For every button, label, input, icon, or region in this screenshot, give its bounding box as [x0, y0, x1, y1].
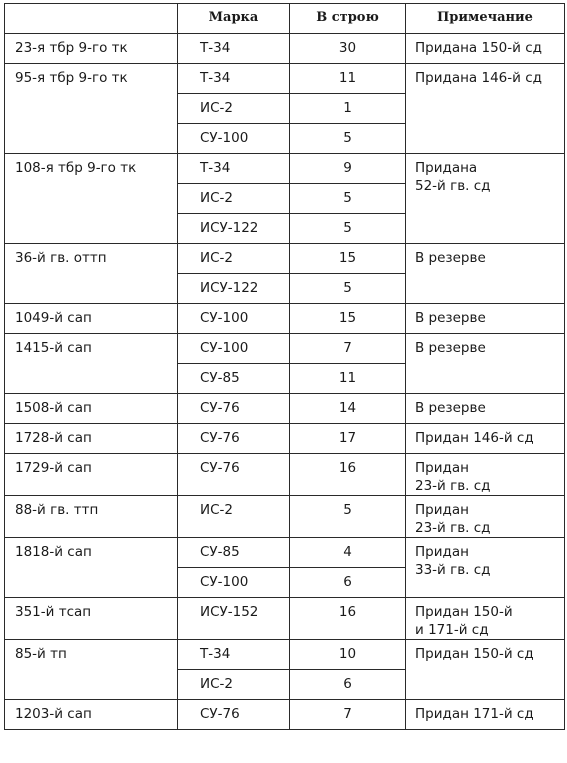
- mark-cell: Т-34: [178, 154, 290, 184]
- note-cell: [406, 538, 565, 598]
- note-line: В резерве: [415, 400, 486, 416]
- table-row: [5, 496, 565, 538]
- unit-cell: 1415-й сап: [5, 334, 178, 394]
- note-cell: [406, 454, 565, 496]
- note-line: Придан 150-й: [415, 604, 513, 620]
- table-row: [5, 424, 565, 454]
- table-row: [5, 538, 565, 568]
- mark-cell: ИСУ-122: [178, 214, 290, 244]
- unit-cell: 95-я тбр 9-го тк: [5, 64, 178, 154]
- note-cell: [406, 496, 565, 538]
- note-line: В резерве: [415, 340, 486, 356]
- unit-cell: 36-й гв. оттп: [5, 244, 178, 304]
- count-cell: 5: [290, 214, 406, 244]
- mark-cell: СУ-100: [178, 304, 290, 334]
- note-line: Придана 150-й сд: [415, 40, 542, 56]
- unit-cell: 1729-й сап: [5, 454, 178, 496]
- mark-cell: Т-34: [178, 640, 290, 670]
- unit-cell: 1203-й сап: [5, 700, 178, 730]
- count-cell: 5: [290, 274, 406, 304]
- table-row: [5, 244, 565, 274]
- mark-cell: СУ-85: [178, 364, 290, 394]
- note-line: Придана: [415, 160, 478, 176]
- mark-cell: ИСУ-122: [178, 274, 290, 304]
- table-row: [5, 700, 565, 730]
- note-line: Придан: [415, 502, 469, 518]
- unit-cell: 1508-й сап: [5, 394, 178, 424]
- header-in-service: В строю: [290, 4, 406, 34]
- note-cell: [406, 394, 565, 424]
- table-row: [5, 304, 565, 334]
- table-row: [5, 334, 565, 364]
- count-cell: 7: [290, 334, 406, 364]
- note-cell: [406, 34, 565, 64]
- count-cell: 11: [290, 64, 406, 94]
- unit-cell: 85-й тп: [5, 640, 178, 700]
- count-cell: 17: [290, 424, 406, 454]
- mark-cell: ИС-2: [178, 496, 290, 538]
- unit-cell: 1049-й сап: [5, 304, 178, 334]
- note-line: 52-й гв. сд: [415, 178, 491, 194]
- count-cell: 5: [290, 496, 406, 538]
- count-cell: 6: [290, 568, 406, 598]
- note-line: 23-й гв. сд: [415, 520, 491, 536]
- header-note: Примечание: [406, 4, 565, 34]
- note-line: и 171-й сд: [415, 622, 489, 638]
- note-cell: [406, 244, 565, 304]
- note-cell: [406, 154, 565, 244]
- mark-cell: СУ-76: [178, 454, 290, 496]
- table-row: [5, 454, 565, 496]
- count-cell: 5: [290, 124, 406, 154]
- note-cell: [406, 64, 565, 154]
- note-line: В резерве: [415, 310, 486, 326]
- table-row: [5, 640, 565, 670]
- unit-cell: 88-й гв. ттп: [5, 496, 178, 538]
- table-row: [5, 154, 565, 184]
- note-line: Придан 150-й сд: [415, 646, 534, 662]
- note-line: Придан 171-й сд: [415, 706, 534, 722]
- note-line: Придана 146-й сд: [415, 70, 542, 86]
- note-cell: [406, 424, 565, 454]
- count-cell: 15: [290, 304, 406, 334]
- unit-cell: 108-я тбр 9-го тк: [5, 154, 178, 244]
- note-cell: [406, 640, 565, 700]
- count-cell: 10: [290, 640, 406, 670]
- table-row: [5, 598, 565, 640]
- mark-cell: ИС-2: [178, 244, 290, 274]
- count-cell: 9: [290, 154, 406, 184]
- note-line: 33-й гв. сд: [415, 562, 491, 578]
- unit-cell: 23-я тбр 9-го тк: [5, 34, 178, 64]
- mark-cell: ИС-2: [178, 670, 290, 700]
- count-cell: 5: [290, 184, 406, 214]
- header-mark: Марка: [178, 4, 290, 34]
- count-cell: 16: [290, 454, 406, 496]
- count-cell: 1: [290, 94, 406, 124]
- mark-cell: СУ-85: [178, 538, 290, 568]
- note-line: Придан: [415, 460, 469, 476]
- count-cell: 30: [290, 34, 406, 64]
- count-cell: 16: [290, 598, 406, 640]
- unit-cell: 1728-й сап: [5, 424, 178, 454]
- note-cell: [406, 304, 565, 334]
- note-line: Придан: [415, 544, 469, 560]
- note-line: Придан 146-й сд: [415, 430, 534, 446]
- mark-cell: ИС-2: [178, 94, 290, 124]
- note-cell: [406, 598, 565, 640]
- count-cell: 15: [290, 244, 406, 274]
- header-row: [5, 4, 565, 34]
- table-row: [5, 34, 565, 64]
- unit-cell: 351-й тсап: [5, 598, 178, 640]
- mark-cell: СУ-100: [178, 568, 290, 598]
- mark-cell: ИС-2: [178, 184, 290, 214]
- mark-cell: СУ-76: [178, 424, 290, 454]
- count-cell: 7: [290, 700, 406, 730]
- table-body: [5, 34, 565, 730]
- mark-cell: ИСУ-152: [178, 598, 290, 640]
- mark-cell: СУ-100: [178, 334, 290, 364]
- note-cell: [406, 334, 565, 394]
- header-unit: [5, 4, 178, 34]
- count-cell: 11: [290, 364, 406, 394]
- count-cell: 4: [290, 538, 406, 568]
- note-cell: [406, 700, 565, 730]
- unit-cell: 1818-й сап: [5, 538, 178, 598]
- mark-cell: Т-34: [178, 64, 290, 94]
- tank-units-table: [4, 3, 565, 730]
- mark-cell: СУ-100: [178, 124, 290, 154]
- count-cell: 14: [290, 394, 406, 424]
- table-row: [5, 64, 565, 94]
- note-line: В резерве: [415, 250, 486, 266]
- mark-cell: Т-34: [178, 34, 290, 64]
- mark-cell: СУ-76: [178, 394, 290, 424]
- count-cell: 6: [290, 670, 406, 700]
- table-row: [5, 394, 565, 424]
- note-line: 23-й гв. сд: [415, 478, 491, 494]
- mark-cell: СУ-76: [178, 700, 290, 730]
